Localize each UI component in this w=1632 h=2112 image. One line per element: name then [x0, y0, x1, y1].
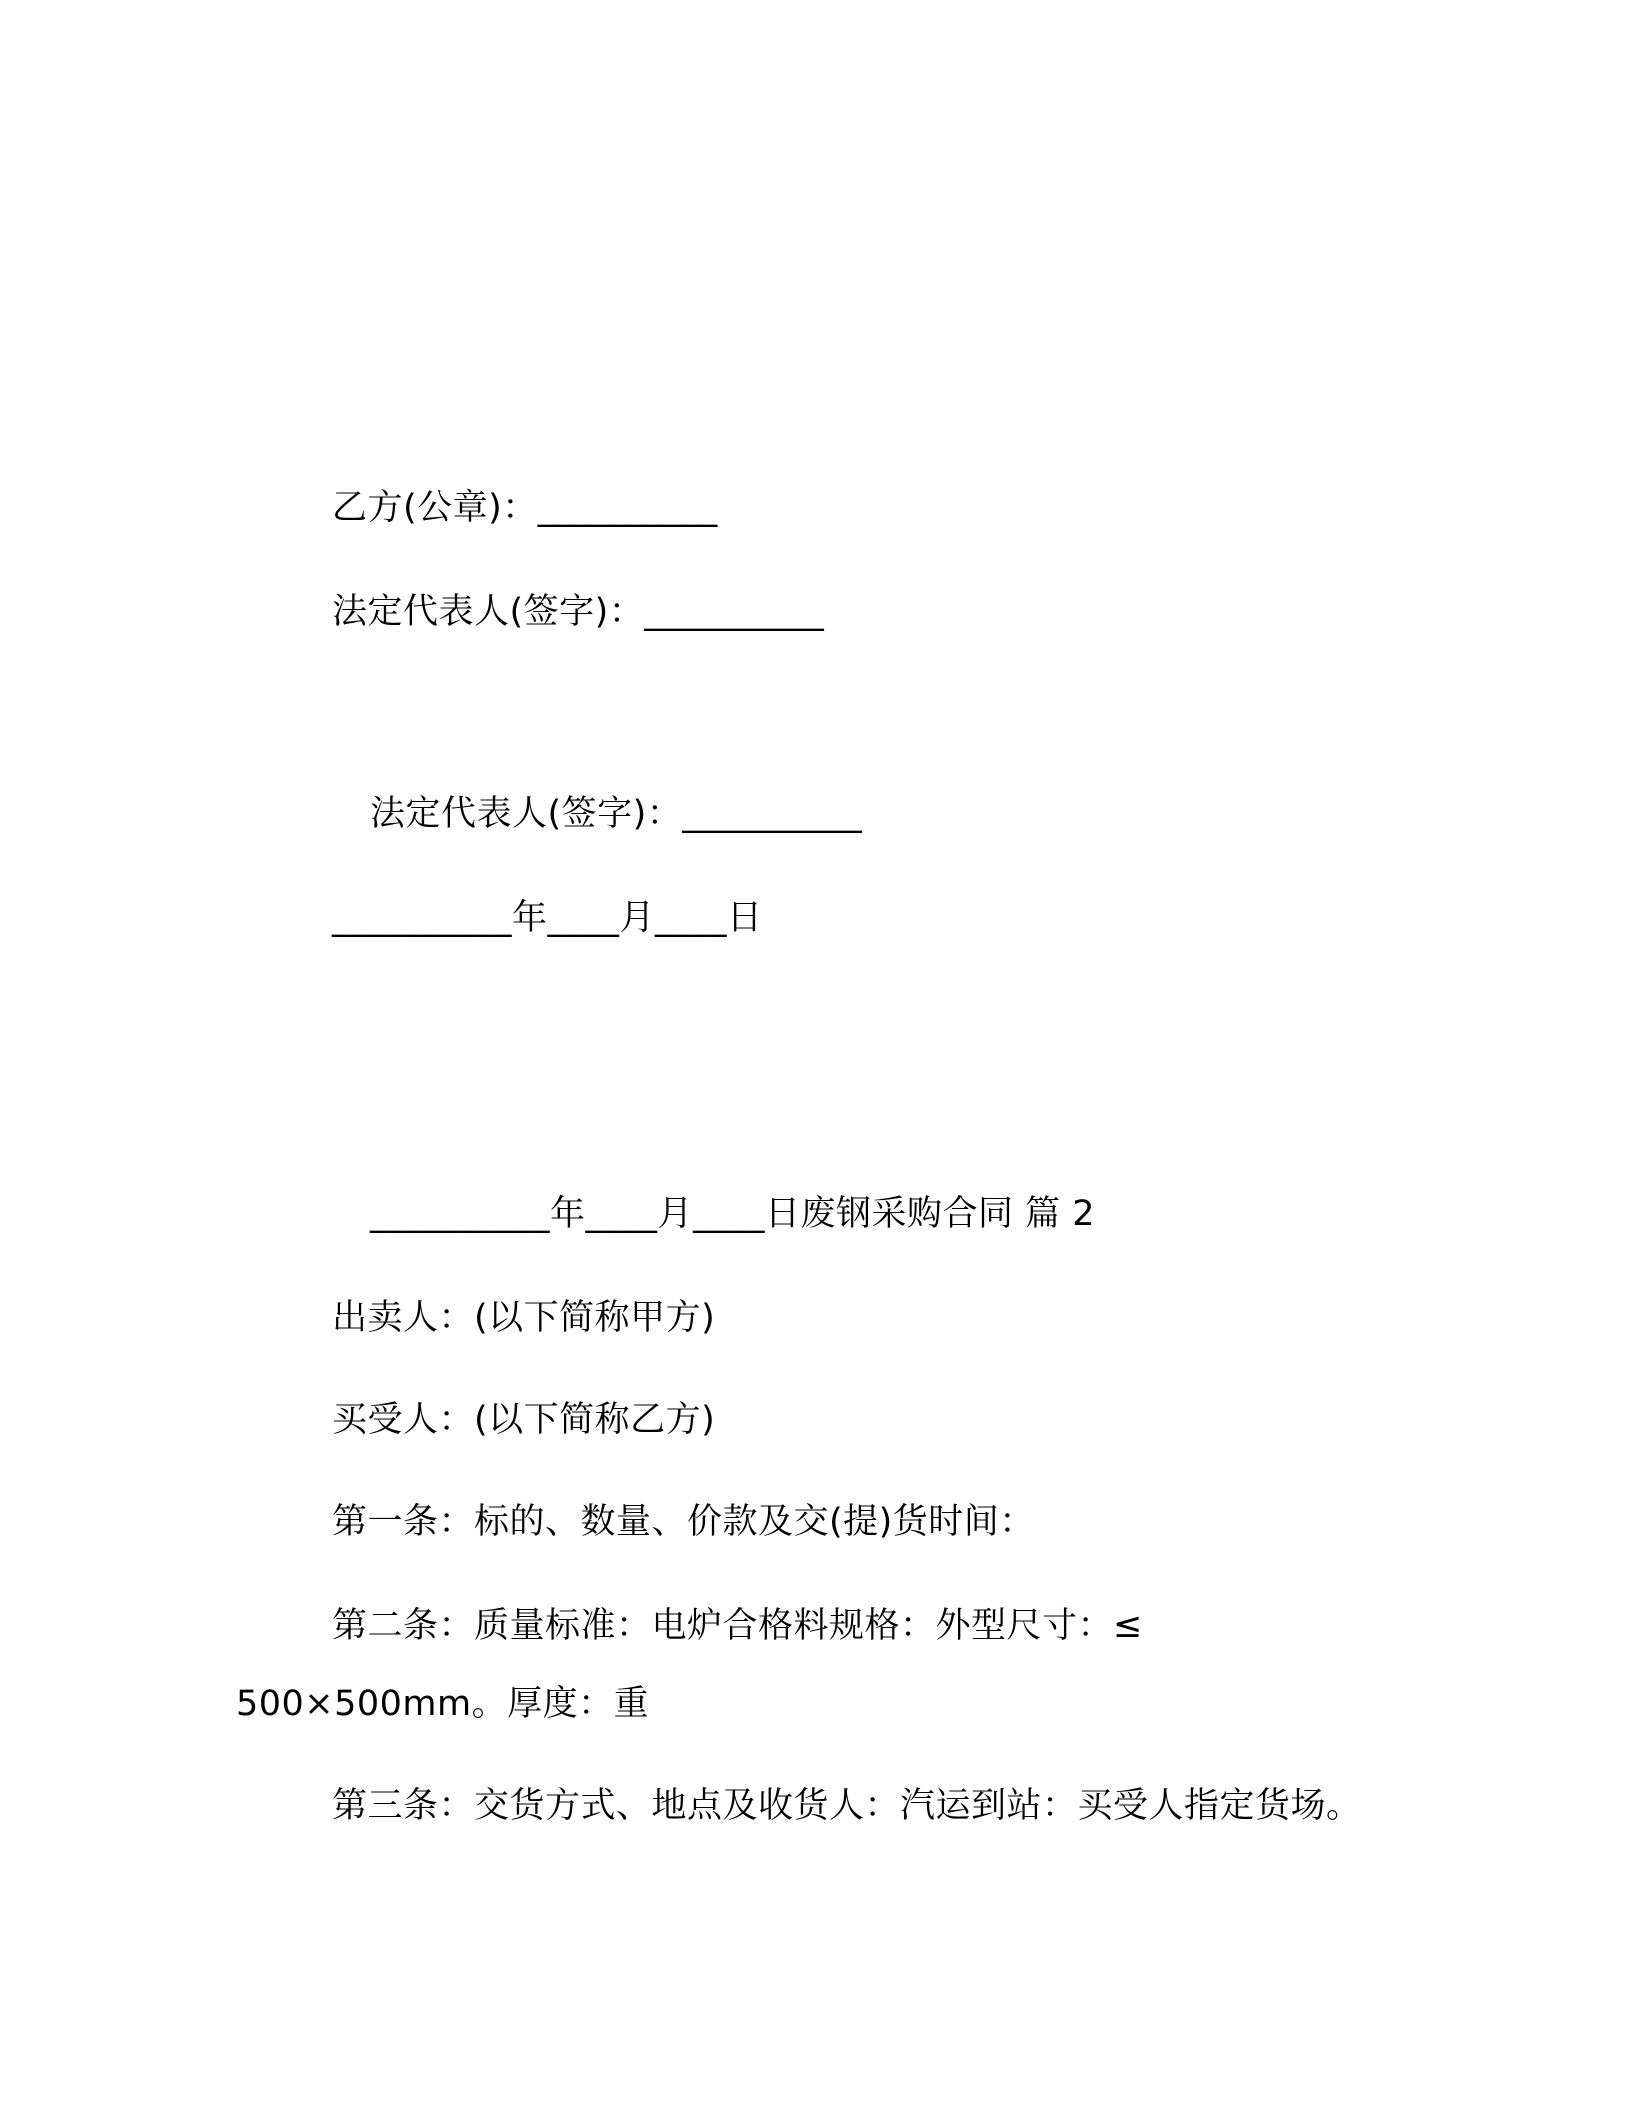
legal-rep-signature-line: 法定代表人(签字)：__________ [332, 592, 825, 632]
article-2-continuation: 500×500mm。厚度：重 [236, 1684, 650, 1724]
seller-line: 出卖人：(以下简称甲方) [332, 1298, 716, 1338]
article-1-line: 第一条：标的、数量、价款及交(提)货时间： [332, 1502, 1035, 1542]
party-b-seal-line: 乙方(公章)：__________ [332, 488, 718, 528]
article-3-line: 第三条：交货方式、地点及收货人：汽运到站：买受人指定货场。 [332, 1786, 1362, 1826]
date-line: __________年____月____日 [332, 898, 763, 938]
buyer-line: 买受人：(以下简称乙方) [332, 1400, 716, 1440]
legal-rep-signature-line-2: 法定代表人(签字)：__________ [370, 794, 863, 834]
article-2-line: 第二条：质量标准：电炉合格料规格：外型尺寸：≤ [332, 1606, 1143, 1646]
contract-title-line: __________年____月____日废钢采购合同 篇 2 [370, 1194, 1096, 1234]
